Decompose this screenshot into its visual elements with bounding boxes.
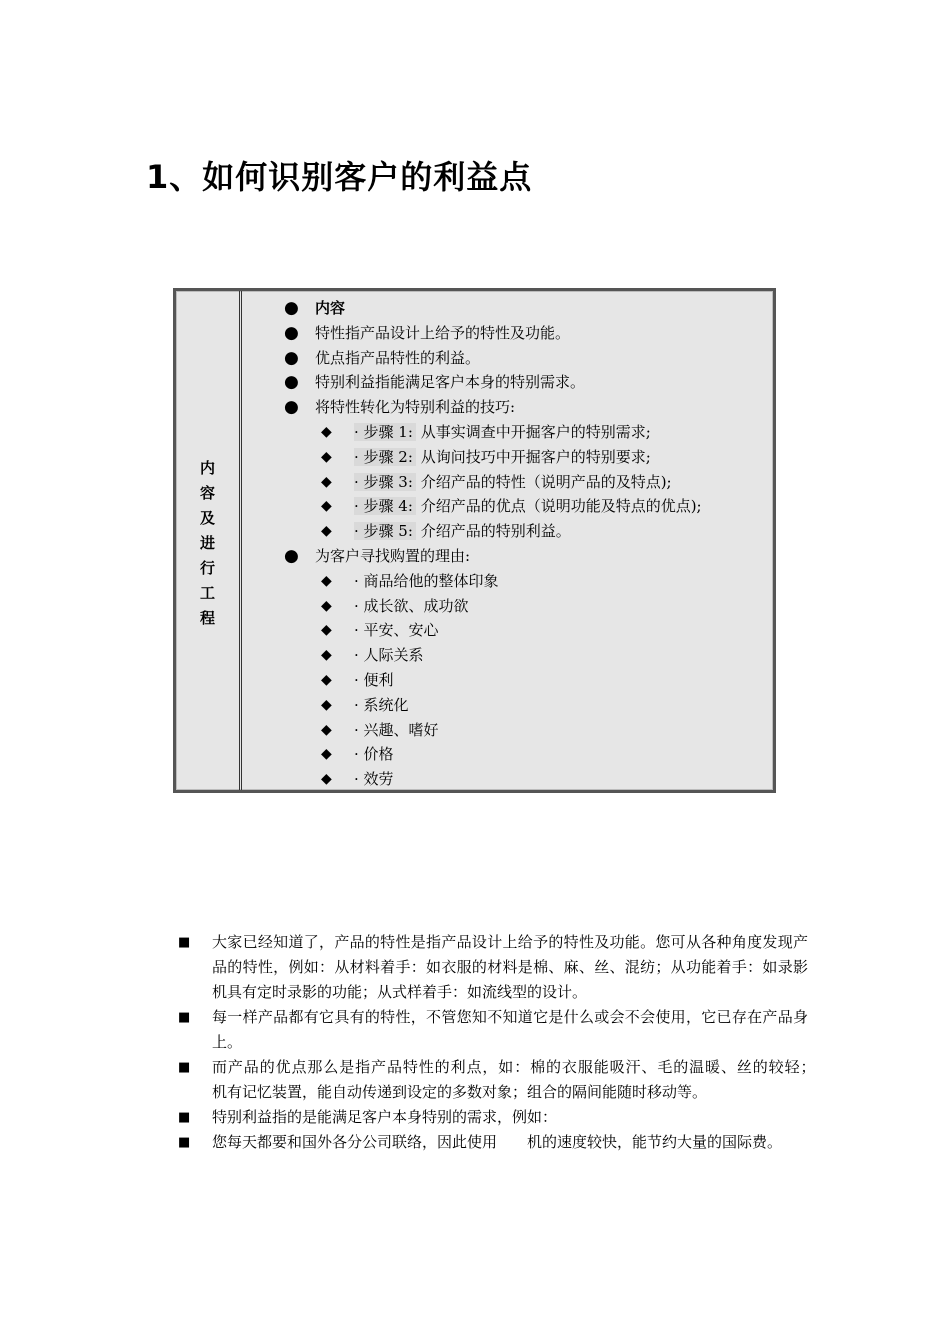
reason-text: · 平安、安心 bbox=[354, 621, 439, 640]
diamond-icon: ◆ bbox=[321, 473, 332, 490]
diamond-icon: ◆ bbox=[321, 721, 332, 738]
reason-text: · 便利 bbox=[354, 670, 394, 689]
diamond-icon: ◆ bbox=[321, 597, 332, 614]
paragraph bbox=[178, 1105, 808, 1130]
item-text: 将特性转化为特别利益的技巧: bbox=[315, 398, 516, 417]
step-label: · 步骤 2: bbox=[354, 448, 416, 466]
paragraph-text: 特别利益指的是能满足客户本身特别的需求，例如： bbox=[212, 1108, 558, 1126]
reason-item bbox=[284, 643, 773, 668]
box-content bbox=[284, 296, 773, 792]
content-box bbox=[173, 288, 776, 793]
reason-text: · 人际关系 bbox=[354, 646, 424, 665]
reason-text: · 效劳 bbox=[354, 770, 394, 789]
reason-item bbox=[284, 618, 773, 643]
square-bullet-icon: ■ bbox=[178, 1135, 191, 1150]
square-bullet-icon: ■ bbox=[178, 1010, 191, 1025]
diamond-icon: ◆ bbox=[321, 746, 332, 763]
reason-item bbox=[284, 742, 773, 767]
step-item bbox=[284, 470, 773, 495]
bullet-icon: ● bbox=[284, 545, 299, 566]
step-line bbox=[354, 470, 672, 495]
list-item bbox=[284, 321, 773, 346]
reasons-heading: 为客户寻找购置的理由: bbox=[315, 546, 471, 565]
box-heading: 内容 bbox=[315, 299, 346, 317]
step-text: 从询问技巧中开掘客户的特别要求; bbox=[420, 447, 651, 466]
reason-text: · 成长欲、成功欲 bbox=[354, 596, 469, 615]
paragraph-text: 大家已经知道了，产品的特性是指产品设计上给予的特性及功能。您可从各种角度发现产品的特性，例如：从材料着手：如衣服的材料是棉、麻、丝、混纺；从功能着手：如录影机具有定时录影的功能；从式样着手：如流线型的设计。 bbox=[212, 933, 808, 1001]
reason-text: · 商品给他的整体印象 bbox=[354, 571, 499, 590]
step-item bbox=[284, 494, 773, 519]
side-label-char: 程 bbox=[199, 609, 215, 627]
side-label bbox=[176, 456, 239, 631]
bullet-icon: ● bbox=[284, 397, 299, 418]
paragraph bbox=[178, 930, 808, 1005]
diamond-icon: ◆ bbox=[321, 771, 332, 788]
diamond-icon: ◆ bbox=[321, 696, 332, 713]
step-text: 从事实调查中开掘客户的特别需求; bbox=[420, 422, 651, 441]
side-label-char: 内 bbox=[199, 459, 215, 477]
paragraph-text: 而产品的优点那么是指产品特性的利点，如：棉的衣服能吸汗、毛的温暖、丝的较轻； 机有记忆装置，能自动传递到设定的多数对象；组合的隔间能随时移动等。 bbox=[212, 1058, 839, 1101]
list-item bbox=[284, 395, 773, 420]
diamond-icon: ◆ bbox=[321, 498, 332, 515]
step-line bbox=[354, 519, 571, 544]
reason-item bbox=[284, 668, 773, 693]
item-text: 特别利益指能满足客户本身的特别需求。 bbox=[315, 373, 586, 392]
reason-item bbox=[284, 718, 773, 743]
bullet-icon: ● bbox=[284, 347, 299, 368]
diamond-icon: ◆ bbox=[321, 647, 332, 664]
step-item bbox=[284, 420, 773, 445]
paragraph bbox=[178, 1055, 839, 1105]
paragraph-text: 每一样产品都有它具有的特性，不管您知不知道它是什么或会不会使用，它已存在产品身上。 bbox=[212, 1008, 808, 1051]
diamond-icon: ◆ bbox=[321, 622, 332, 639]
diamond-icon: ◆ bbox=[321, 423, 332, 440]
step-line bbox=[354, 420, 651, 445]
bullet-icon: ● bbox=[284, 372, 299, 393]
bullet-icon: ● bbox=[284, 322, 299, 343]
diamond-icon: ◆ bbox=[321, 523, 332, 540]
square-bullet-icon: ■ bbox=[178, 1060, 191, 1075]
paragraph-text: 您每天都要和国外各分公司联络，因此使用 机的速度较快，能节约大量的国际费。 bbox=[212, 1133, 783, 1151]
item-text: 优点指产品特性的利益。 bbox=[315, 348, 481, 367]
reason-item bbox=[284, 594, 773, 619]
list-item bbox=[284, 370, 773, 395]
list-item bbox=[284, 296, 773, 321]
list-item bbox=[284, 346, 773, 371]
diamond-icon: ◆ bbox=[321, 572, 332, 589]
reason-text: · 价格 bbox=[354, 745, 394, 764]
square-bullet-icon: ■ bbox=[178, 935, 191, 950]
side-column bbox=[176, 291, 242, 790]
paragraph bbox=[178, 1130, 808, 1155]
step-label: · 步骤 1: bbox=[354, 423, 416, 441]
step-text: 介绍产品的特性（说明产品的及特点); bbox=[420, 472, 672, 491]
paragraph-list bbox=[178, 930, 839, 1155]
reason-text: · 兴趣、嗜好 bbox=[354, 720, 439, 739]
bullet-icon: ● bbox=[284, 298, 299, 318]
step-item bbox=[284, 519, 773, 544]
step-item bbox=[284, 445, 773, 470]
page-title: 1、如何识别客户的利益点 bbox=[146, 158, 533, 196]
side-label-char: 行 bbox=[199, 559, 215, 577]
diamond-icon: ◆ bbox=[321, 448, 332, 465]
step-text: 介绍产品的特别利益。 bbox=[420, 522, 571, 541]
side-label-char: 及 bbox=[199, 509, 215, 527]
step-label: · 步骤 5: bbox=[354, 522, 416, 540]
step-text: 介绍产品的优点（说明功能及特点的优点); bbox=[420, 497, 702, 516]
reason-item bbox=[284, 767, 773, 792]
side-label-char: 进 bbox=[199, 534, 215, 552]
diamond-icon: ◆ bbox=[321, 671, 332, 688]
paragraph bbox=[178, 1005, 808, 1055]
list-item bbox=[284, 544, 773, 569]
reason-text: · 系统化 bbox=[354, 695, 409, 714]
reason-item bbox=[284, 693, 773, 718]
step-line bbox=[354, 494, 702, 519]
reason-item bbox=[284, 569, 773, 594]
step-line bbox=[354, 445, 651, 470]
step-label: · 步骤 4: bbox=[354, 497, 416, 515]
square-bullet-icon: ■ bbox=[178, 1110, 191, 1125]
side-label-char: 工 bbox=[199, 584, 215, 602]
item-text: 特性指产品设计上给予的特性及功能。 bbox=[315, 323, 571, 342]
step-label: · 步骤 3: bbox=[354, 473, 416, 491]
side-label-char: 容 bbox=[199, 484, 215, 502]
